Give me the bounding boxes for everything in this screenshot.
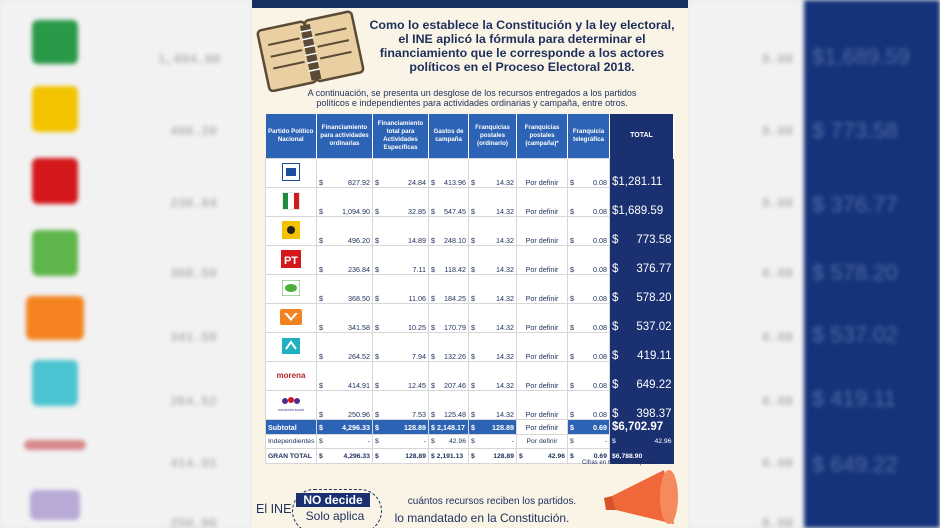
cell-post-ord: $ 14.32	[469, 304, 517, 333]
party-logo-cell	[266, 159, 317, 188]
row-label: Independientes	[266, 435, 317, 449]
pan-logo-icon	[282, 163, 300, 181]
cell-post-camp: Por definir	[517, 217, 568, 246]
cell-campana: $ 2,148.17	[429, 420, 469, 435]
cell-campana: $ 2,191.13	[429, 449, 469, 464]
party-logo-cell	[266, 304, 317, 333]
cell-ordinarias: $ 4,296.33	[317, 420, 373, 435]
ghost-total: $ 419.11	[812, 386, 897, 411]
cell-telegrafica: $ 0.08	[568, 391, 610, 420]
column-header-total: TOTAL	[610, 114, 674, 159]
cell-post-camp: Por definir	[517, 391, 568, 420]
cell-post-ord: $ 128.89	[469, 420, 517, 435]
cell-post-ord: $ 128.89	[469, 449, 517, 464]
cell-total: $6,788.90	[610, 449, 674, 464]
cell-ordinarias: $ 1,094.90	[317, 188, 373, 217]
column-header: Financiamiento total para Actividades Específicas	[373, 114, 429, 159]
cell-telegrafica: $ 0.69	[568, 449, 610, 464]
cell-especificas: $ 10.25	[373, 304, 429, 333]
cell-total: $1,281.11	[610, 159, 674, 188]
solo-aplica-label: Solo aplica	[305, 509, 365, 523]
table-row	[266, 159, 674, 188]
ghost-es-logo	[30, 490, 80, 520]
ghost-mc-logo	[26, 296, 84, 340]
intro-line: Como lo establece la Constitución y la ley electoral,	[369, 18, 675, 32]
cell-especificas: $ -	[373, 435, 429, 449]
cell-ordinarias: $ 250.96	[317, 391, 373, 420]
footnote: Cifras en millones de pesos.	[582, 460, 658, 466]
intro-text	[364, 18, 680, 74]
cell-campana: $ 248.10	[429, 217, 469, 246]
prd-logo-icon	[282, 221, 300, 239]
cell-total: $6,702.97	[610, 420, 674, 435]
cell-telegrafica: $ 0.08	[568, 333, 610, 362]
cell-post-ord: $ 14.32	[469, 188, 517, 217]
pvem-logo-icon	[282, 280, 300, 296]
ghost-num: 0.08	[762, 124, 794, 139]
ghost-num: 368.50	[170, 266, 217, 281]
cell-campana: $ 42.96	[429, 435, 469, 449]
cell-post-camp: Por definir	[517, 420, 568, 435]
cell-post-ord: $ 14.32	[469, 275, 517, 304]
ghost-total: $ 537.02	[812, 322, 898, 347]
infographic-poster	[252, 0, 688, 528]
column-header: Gastos de campaña	[429, 114, 469, 159]
intro-line: políticos en el Proceso Electoral 2018.	[409, 60, 635, 74]
subtotal-row	[266, 420, 674, 435]
cell-total: $ 376.77	[610, 246, 674, 275]
cell-post-ord: $ 14.32	[469, 333, 517, 362]
party-logo-cell	[266, 391, 317, 420]
megaphone-icon	[602, 466, 688, 528]
morena-logo-icon	[276, 369, 306, 381]
cell-telegrafica: $ 0.08	[568, 159, 610, 188]
cell-post-camp: Por definir	[517, 435, 568, 449]
cell-post-camp: Por definir	[517, 159, 568, 188]
cell-ordinarias: $ 827.92	[317, 159, 373, 188]
ghost-pt-logo	[32, 158, 78, 204]
independientes-row	[266, 435, 674, 449]
ghost-num: 236.84	[170, 196, 217, 211]
ghost-num: 0.08	[762, 394, 794, 409]
ghost-num: 0.08	[762, 52, 794, 67]
pt-logo-icon	[281, 250, 301, 268]
bottom-text-1: cuántos recursos reciben los partidos.	[407, 496, 577, 507]
ine-label: El INE	[256, 502, 292, 516]
party-logo-cell	[266, 217, 317, 246]
financing-table	[265, 114, 674, 464]
cell-campana: $ 118.42	[429, 246, 469, 275]
cell-telegrafica: $ 0.69	[568, 420, 610, 435]
ghost-total: $ 649.22	[812, 452, 898, 477]
ghost-total: $ 578.20	[812, 260, 898, 285]
subintro-text	[272, 88, 672, 108]
cell-telegrafica: $ 0.08	[568, 217, 610, 246]
table-row	[266, 333, 674, 362]
table-row	[266, 391, 674, 420]
pri-logo-icon	[282, 192, 300, 210]
ghost-pri-logo	[32, 20, 78, 64]
party-logo-cell	[266, 246, 317, 275]
table-row	[266, 188, 674, 217]
cell-ordinarias: $ -	[317, 435, 373, 449]
ghost-num: 0.08	[762, 516, 794, 528]
ghost-num: 264.52	[170, 394, 217, 409]
no-decide-badge: NO decide	[296, 493, 370, 507]
cell-telegrafica: $ -	[568, 435, 610, 449]
party-logo-cell	[266, 275, 317, 304]
column-header: Financiamiento para actividades ordinarias	[317, 114, 373, 159]
ghost-morena-logo	[24, 440, 86, 450]
morena-logo-text: morena	[276, 371, 306, 380]
ghost-num: 0.08	[762, 266, 794, 281]
ghost-total: $ 773.58	[812, 118, 898, 143]
cell-campana: $ 207.46	[429, 362, 469, 391]
cell-ordinarias: $ 264.52	[317, 333, 373, 362]
cell-especificas: $ 12.45	[373, 362, 429, 391]
background-left-blur	[0, 0, 252, 528]
ghost-num: 496.20	[170, 124, 217, 139]
table-row	[266, 275, 674, 304]
cell-telegrafica: $ 0.08	[568, 304, 610, 333]
encuentro-social-logo-text: encuentro social	[278, 408, 304, 412]
row-label: Subtotal	[266, 420, 317, 435]
background-blue-band	[804, 0, 940, 528]
cell-especificas: $ 24.84	[373, 159, 429, 188]
cell-especificas: $ 7.94	[373, 333, 429, 362]
column-header: Franquicia telegráfica	[568, 114, 610, 159]
cell-especificas: $ 128.89	[373, 420, 429, 435]
table-row	[266, 362, 674, 391]
cell-total: $ 537.02	[610, 304, 674, 333]
cell-post-ord: $ 14.32	[469, 362, 517, 391]
cell-especificas: $ 32.85	[373, 188, 429, 217]
cell-ordinarias: $ 496.20	[317, 217, 373, 246]
cell-post-camp: $ 42.96	[517, 449, 568, 464]
ghost-num: 0.08	[762, 196, 794, 211]
cell-campana: $ 413.96	[429, 159, 469, 188]
cell-ordinarias: $ 368.50	[317, 275, 373, 304]
table-body	[266, 159, 674, 420]
cell-campana: $ 184.25	[429, 275, 469, 304]
ghost-num: 0.08	[762, 456, 794, 471]
cell-campana: $ 132.26	[429, 333, 469, 362]
cell-especificas: $ 7.53	[373, 391, 429, 420]
cell-total: $ 578.20	[610, 275, 674, 304]
intro-line: el INE aplicó la fórmula para determinar el	[398, 32, 646, 46]
table-header-row	[266, 114, 674, 159]
table-row	[266, 217, 674, 246]
cell-ordinarias: $ 236.84	[317, 246, 373, 275]
cell-post-camp: Por definir	[517, 246, 568, 275]
ghost-num: 250.96	[170, 516, 217, 528]
ghost-num: 0.08	[762, 330, 794, 345]
cell-post-ord: $ 14.32	[469, 246, 517, 275]
cell-ordinarias: $ 4,296.33	[317, 449, 373, 464]
cell-telegrafica: $ 0.08	[568, 188, 610, 217]
na-logo-icon	[282, 338, 300, 354]
ghost-num: 341.58	[170, 330, 217, 345]
party-logo-cell	[266, 362, 317, 391]
cell-especificas: $ 11.06	[373, 275, 429, 304]
cell-especificas: $ 128.89	[373, 449, 429, 464]
cell-telegrafica: $ 0.08	[568, 275, 610, 304]
column-header: Franquicias postales (ordinario)	[469, 114, 517, 159]
cell-telegrafica: $ 0.08	[568, 362, 610, 391]
column-header: Partido Político Nacional	[266, 114, 317, 159]
cell-total: $ 398.37	[610, 391, 674, 420]
cell-total: $ 773.58	[610, 217, 674, 246]
cell-post-ord: $ 14.32	[469, 159, 517, 188]
encuentro-social-logo-icon	[276, 395, 306, 413]
column-header: Franquicias postales (campaña)*	[517, 114, 568, 159]
subintro-line: políticos e independientes para actividades ordinarias y campaña, entre otros.	[316, 98, 628, 108]
cell-total: $ 649.22	[610, 362, 674, 391]
cell-ordinarias: $ 414.91	[317, 362, 373, 391]
cell-post-ord: $ 14.32	[469, 217, 517, 246]
bottom-text-2: lo mandatado en la Constitución.	[394, 511, 570, 525]
ghost-na-logo	[32, 360, 78, 406]
ghost-pvem-logo	[32, 230, 78, 276]
subintro-line: A continuación, se presenta un desglose de los recursos entregados a los partidos	[307, 88, 637, 98]
cell-especificas: $ 14.89	[373, 217, 429, 246]
table-row	[266, 246, 674, 275]
cell-post-camp: Por definir	[517, 188, 568, 217]
intro-line: financiamiento que le corresponde a los actores	[379, 46, 665, 60]
cell-total: $ 42.96	[610, 435, 674, 449]
ghost-num: 414.91	[170, 456, 217, 471]
party-logo-cell	[266, 188, 317, 217]
cell-post-camp: Por definir	[517, 304, 568, 333]
party-logo-cell	[266, 333, 317, 362]
cell-especificas: $ 7.11	[373, 246, 429, 275]
cell-post-camp: Por definir	[517, 275, 568, 304]
ghost-total: $ 376.77	[812, 192, 898, 217]
mc-logo-icon	[280, 309, 302, 325]
table-row	[266, 304, 674, 333]
cell-ordinarias: $ 341.58	[317, 304, 373, 333]
row-label: GRAN TOTAL	[266, 449, 317, 464]
cell-post-ord: $ -	[469, 435, 517, 449]
table-summary	[266, 420, 674, 464]
cell-post-ord: $ 14.32	[469, 391, 517, 420]
ghost-num: 1,094.90	[158, 52, 221, 67]
cell-post-camp: Por definir	[517, 333, 568, 362]
cell-total: $ 419.11	[610, 333, 674, 362]
cell-campana: $ 125.48	[429, 391, 469, 420]
ghost-total: $1,689.59	[812, 44, 910, 69]
cell-telegrafica: $ 0.08	[568, 246, 610, 275]
cell-campana: $ 547.45	[429, 188, 469, 217]
cell-campana: $ 170.79	[429, 304, 469, 333]
cell-total: $1,689.59	[610, 188, 674, 217]
pt-logo-text: PT	[283, 255, 299, 267]
notebook-icon	[256, 6, 368, 92]
cell-post-camp: Por definir	[517, 362, 568, 391]
ghost-prd-logo	[32, 86, 78, 132]
